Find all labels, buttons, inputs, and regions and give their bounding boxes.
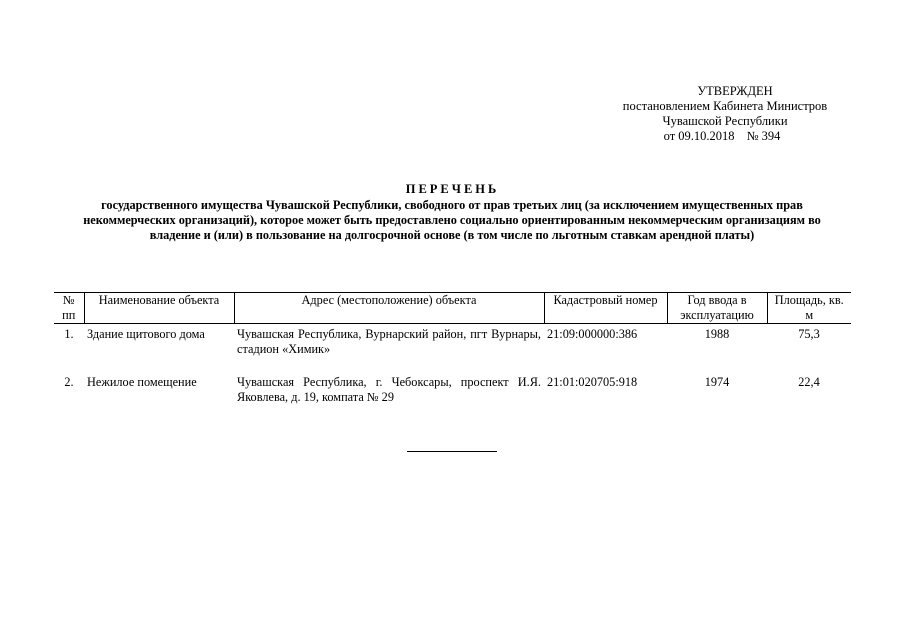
- approval-republic: Чувашской Республики: [662, 114, 788, 128]
- cell-cadastral: 21:01:020705:918: [547, 375, 638, 389]
- approval-date-line: [594, 129, 850, 144]
- table-row: [54, 324, 851, 373]
- document-title: ПЕРЕЧЕНЬ: [405, 182, 500, 196]
- cell-area: 75,3: [798, 327, 820, 341]
- cell-year: 1974: [704, 375, 730, 389]
- cell-year: 1988: [704, 327, 730, 341]
- header-year: Год ввода в эксплуатацию: [667, 293, 767, 324]
- cell-address: Чувашская Республика, г. Чебоксары, проспект И.Я. Яковлева, д. 19, компата № 29: [237, 375, 541, 404]
- approval-heading: УТВЕРЖДЕН: [697, 84, 773, 98]
- approval-stamp: [600, 84, 850, 144]
- header-no: № пп: [54, 293, 84, 324]
- header-cadastral: Кадастровый номер: [544, 293, 667, 324]
- approval-authority: постановлением Кабинета Министров: [622, 99, 828, 113]
- cell-name: Нежилое помещение: [87, 375, 197, 389]
- table-row: [54, 372, 851, 405]
- cell-name: Здание щитового дома: [87, 327, 205, 341]
- header-address: Адрес (местоположение) объекта: [234, 293, 544, 324]
- document-subtitle: государственного имущества Чувашской Республики, свободного от прав третьих лиц (за исключением имущественных прав некоммерческих организаций), которое может быть предоставлено социально ориентированным некоммерческим организациям во владение и (или) в пользование на долгосрочной основе (в том числе по льготным ставкам арендной платы): [83, 198, 821, 242]
- cell-no: 2.: [64, 375, 74, 389]
- end-of-document-line: [407, 451, 497, 452]
- approval-date: от 09.10.2018: [663, 129, 735, 143]
- cell-address: Чувашская Республика, Вурнарский район, пгт Вурнары, стадион «Химик»: [237, 327, 541, 356]
- approval-number: № 394: [746, 129, 781, 143]
- table-header-row: [54, 293, 851, 324]
- header-area: Площадь, кв. м: [767, 293, 851, 324]
- property-table: [54, 292, 851, 405]
- cell-no: 1.: [64, 327, 74, 341]
- header-name: Наименование объекта: [84, 293, 234, 324]
- cell-cadastral: 21:09:000000:386: [547, 327, 638, 341]
- cell-area: 22,4: [798, 375, 820, 389]
